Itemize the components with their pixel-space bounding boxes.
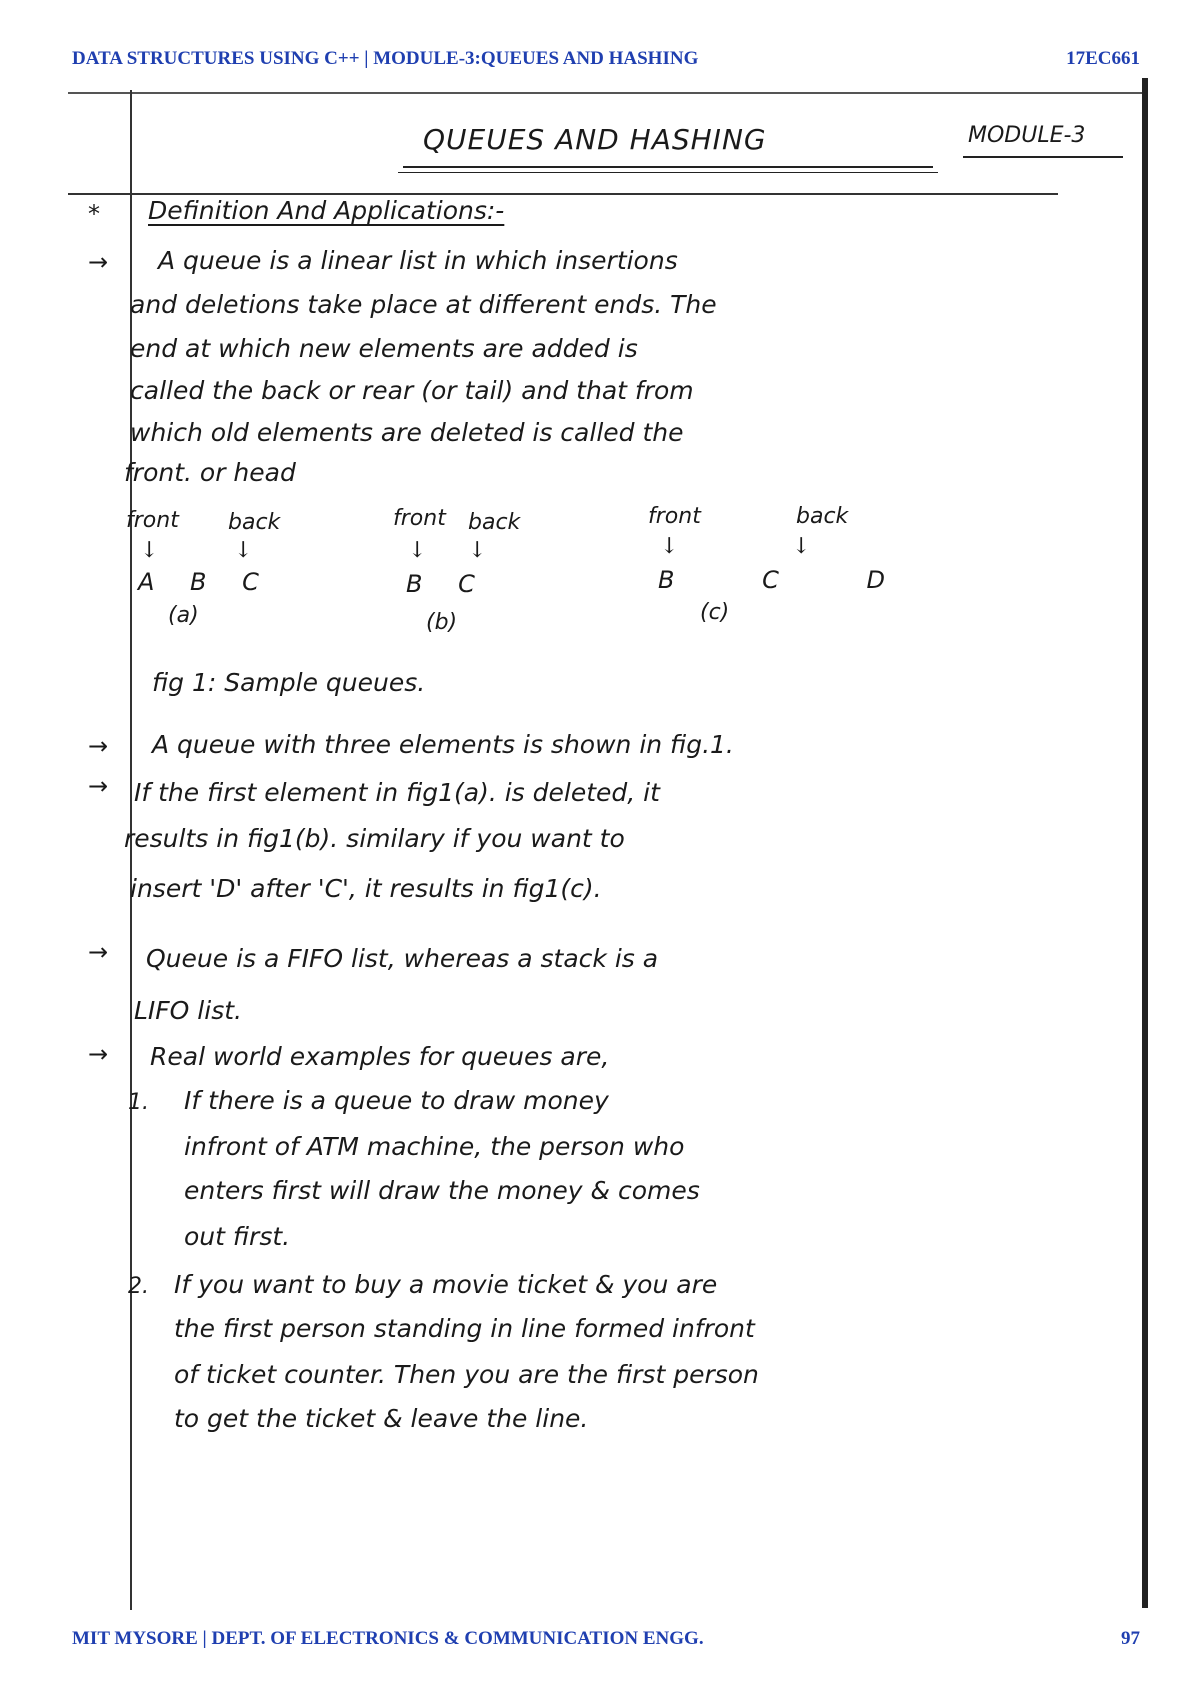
page-header — [72, 48, 1140, 74]
example-line: the first person standing in line formed infront — [174, 1314, 755, 1343]
arrow-mark: → — [88, 1040, 109, 1068]
bullet-line: insert 'D' after 'C', it results in fig1(c). — [130, 874, 602, 903]
header-course-title: DATA STRUCTURES USING C++ | MODULE-3:QUEUES AND HASHING — [72, 48, 699, 69]
page-edge — [1142, 78, 1148, 1608]
back-label: back — [228, 510, 281, 535]
example-line: of ticket counter. Then you are the first person — [174, 1360, 759, 1389]
module-underline — [963, 156, 1123, 158]
figure-sublabel: (b) — [426, 610, 458, 635]
example-line: If you want to buy a movie ticket & you are — [174, 1270, 718, 1299]
page-title: QUEUES AND HASHING — [423, 123, 767, 156]
page-number: 97 — [1121, 1628, 1140, 1649]
example-number: 1. — [128, 1090, 149, 1115]
definition-line: which old elements are deleted is called the — [130, 418, 684, 447]
definition-line: end at which new elements are added is — [130, 334, 638, 363]
definition-line: front. or head — [124, 458, 296, 487]
bullet-line: results in fig1(b). similary if you want to — [124, 824, 625, 853]
figure-sublabel: (a) — [168, 603, 199, 628]
definition-line: A queue is a linear list in which insertions — [158, 246, 678, 275]
example-line: infront of ATM machine, the person who — [184, 1132, 685, 1161]
title-underline-2 — [398, 172, 938, 173]
figure-caption: fig 1: Sample queues. — [152, 668, 426, 697]
bullet-line: A queue with three elements is shown in fig.1. — [152, 730, 734, 759]
back-label: back — [796, 504, 849, 529]
bullet-line: LIFO list. — [134, 996, 242, 1025]
arrow-mark: → — [88, 772, 109, 800]
section-rule — [68, 193, 1058, 195]
section-heading-text: Definition And Applications:- — [148, 196, 505, 225]
down-arrow-icon: ↓ — [468, 538, 487, 563]
example-line: If there is a queue to draw money — [184, 1086, 609, 1115]
figure-sublabel: (c) — [700, 600, 730, 625]
down-arrow-icon: ↓ — [660, 534, 679, 559]
down-arrow-icon: ↓ — [408, 538, 427, 563]
header-course-code: 17EC661 — [1066, 48, 1140, 69]
section-heading — [148, 196, 504, 225]
example-line: out first. — [184, 1222, 291, 1251]
queue-elements: A B C — [138, 568, 273, 596]
title-underline — [403, 166, 933, 168]
notebook-page — [68, 78, 1148, 1613]
example-line: enters first will draw the money & comes — [184, 1176, 700, 1205]
arrow-mark: → — [88, 732, 109, 760]
arrow-mark: → — [88, 248, 109, 276]
example-number: 2. — [128, 1274, 149, 1299]
front-label: front — [393, 506, 446, 531]
down-arrow-icon: ↓ — [792, 534, 811, 559]
star-mark: * — [88, 200, 100, 228]
queue-elements: B C D — [658, 566, 925, 594]
down-arrow-icon: ↓ — [140, 538, 159, 563]
bullet-line: If the first element in fig1(a). is deleted, it — [134, 778, 660, 807]
front-label: front — [126, 508, 179, 533]
back-label: back — [468, 510, 521, 535]
top-rule — [68, 92, 1142, 94]
front-label: front — [648, 504, 701, 529]
definition-line: and deletions take place at different ends. The — [130, 290, 717, 319]
page-footer — [72, 1628, 1140, 1654]
bullet-line: Queue is a FIFO list, whereas a stack is a — [146, 944, 659, 973]
bullet-line: Real world examples for queues are, — [150, 1042, 610, 1071]
down-arrow-icon: ↓ — [234, 538, 253, 563]
arrow-mark: → — [88, 938, 109, 966]
footer-institution: MIT MYSORE | DEPT. OF ELECTRONICS & COMMUNICATION ENGG. — [72, 1628, 704, 1649]
module-label: MODULE-3 — [968, 123, 1086, 148]
definition-line: called the back or rear (or tail) and that from — [130, 376, 694, 405]
queue-elements: B C — [406, 570, 489, 598]
example-line: to get the ticket & leave the line. — [174, 1404, 589, 1433]
